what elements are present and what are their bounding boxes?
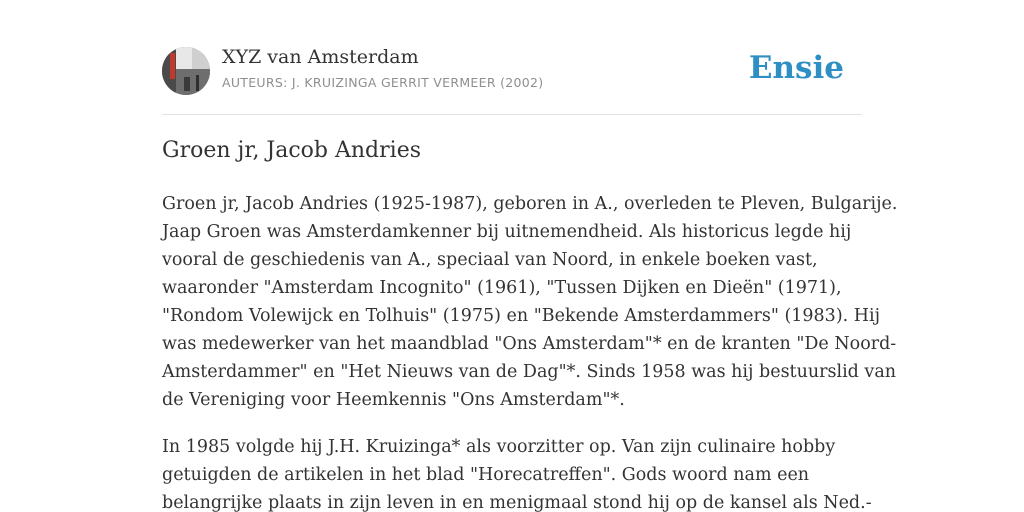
source-thumbnail[interactable] — [162, 47, 210, 95]
text-line: Groen jr, Jacob Andries (1925-1987), geboren in A., overleden te Pleven, Bulgarije. — [162, 194, 898, 214]
text-line: vooral de geschiedenis van A., speciaal van Noord, in enkele boeken vast, — [162, 250, 818, 270]
text-line: In 1985 volgde hij J.H. Kruizinga* als voorzitter op. Van zijn culinaire hobby — [162, 437, 836, 457]
source-authors: AUTEURS: J. KRUIZINGA GERRIT VERMEER (2002) — [222, 75, 544, 90]
text-line: belangrijke plaats in zijn leven in en menigmaal stond hij op de kansel als Ned.- — [162, 493, 872, 512]
text-line: was medewerker van het maandblad "Ons Amsterdam"* en de kranten "De Noord- — [162, 334, 897, 354]
text-line: Amsterdammer" en "Het Nieuws van de Dag"*. Sinds 1958 was hij bestuurslid van — [162, 362, 897, 382]
source-title[interactable]: XYZ van Amsterdam — [222, 46, 419, 68]
ensie-logo[interactable]: Ensie — [748, 50, 844, 86]
text-line: getuigden de artikelen in het blad "Horecatreffen". Gods woord nam een — [162, 465, 810, 485]
street-photo-icon — [162, 47, 210, 95]
text-line: de Vereniging voor Heemkennis "Ons Amsterdam"*. — [162, 390, 625, 410]
source-header — [162, 46, 862, 115]
article-body — [162, 190, 898, 512]
article-paragraph — [162, 190, 898, 414]
article-paragraph — [162, 433, 872, 512]
article-title: Groen jr, Jacob Andries — [162, 138, 422, 163]
text-line: waaronder "Amsterdam Incognito" (1961), "Tussen Dijken en Dieën" (1971), — [162, 278, 842, 298]
text-line: "Rondom Volewijck en Tolhuis" (1975) en "Bekende Amsterdammers" (1983). Hij — [162, 306, 881, 326]
text-line: Jaap Groen was Amsterdamkenner bij uitnemendheid. Als historicus legde hij — [162, 222, 852, 242]
